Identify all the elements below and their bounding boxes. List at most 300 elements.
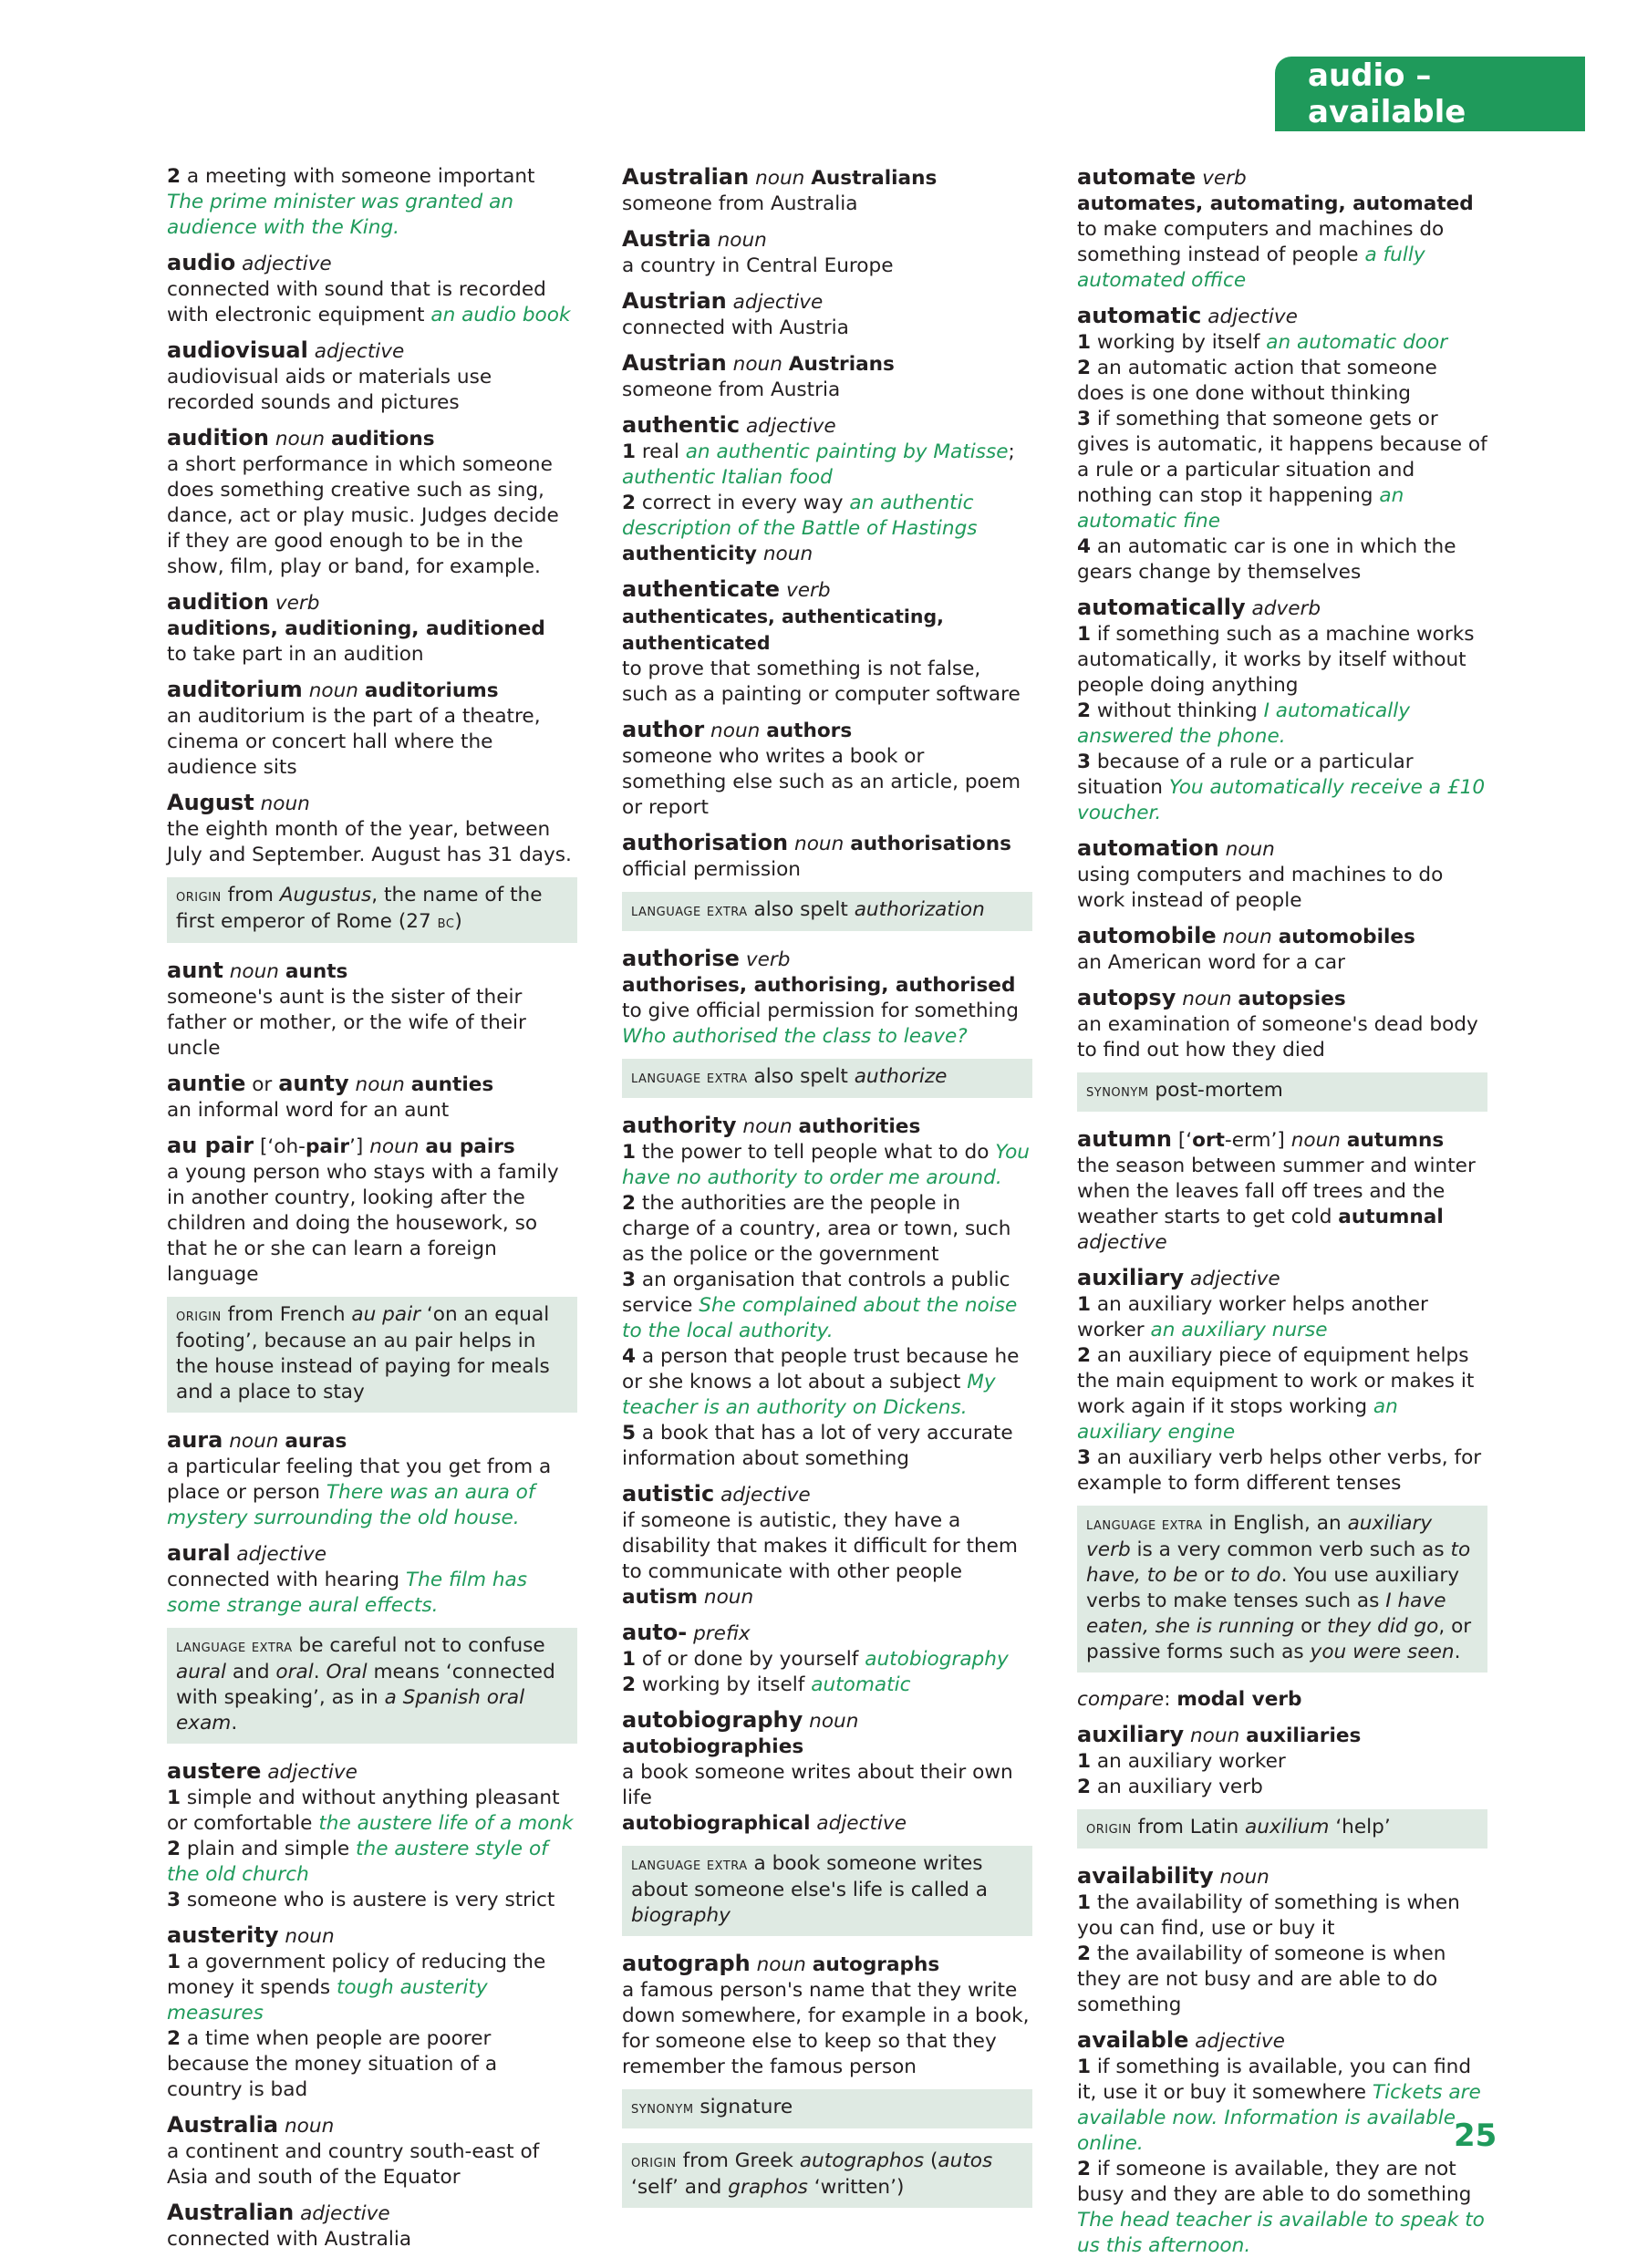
definition: connected with sound that is recorded with electronic equipment — [167, 278, 546, 326]
inflections: authenticates, authenticating, authenticated — [622, 606, 944, 654]
example: a fully automated office — [1077, 243, 1425, 292]
part-of-speech: noun — [755, 167, 805, 190]
inflections: aunties — [410, 1073, 494, 1096]
headword: automobile — [1077, 923, 1217, 948]
derived-word: authenticity — [622, 543, 757, 565]
derived-form — [622, 1811, 1032, 1837]
headword: authority — [622, 1113, 737, 1138]
page-range-tab — [1275, 57, 1585, 131]
example: My teacher is an authority on Dickens. — [622, 1371, 996, 1419]
example: The head teacher is available to speak to us this afternoon. — [1077, 2209, 1485, 2257]
origin-word: Augustus — [279, 884, 372, 906]
column-1 — [167, 164, 577, 2262]
sense-1 — [622, 1140, 1032, 1191]
part-of-speech: adjective — [1190, 1268, 1280, 1290]
definition: someone's aunt is the sister of their father or mother, or the wife of their uncle — [167, 986, 526, 1060]
sense-2 — [1077, 1775, 1487, 1800]
extra-text: and — [232, 1661, 270, 1683]
definition: an auxiliary worker helps another worker — [1077, 1293, 1428, 1341]
origin-box-august — [167, 877, 577, 943]
part-of-speech: adjective — [720, 1484, 811, 1507]
entry-automatically — [1077, 595, 1487, 826]
entry-aural — [167, 1540, 577, 1619]
sense-2 — [622, 491, 1032, 542]
definition: if something is available, you can find it, use it or buy it somewhere — [1077, 2056, 1472, 2104]
example: the austere life of a monk — [318, 1812, 574, 1835]
part-of-speech: noun — [308, 679, 358, 702]
definition: someone who writes a book or something else such as an article, poem or report — [622, 745, 1021, 819]
extra-text: is a very common verb such as — [1136, 1538, 1445, 1561]
headword: authorise — [622, 946, 740, 971]
origin-text: ( — [929, 2149, 938, 2172]
entry-aunt — [167, 958, 577, 1062]
entry-automation — [1077, 835, 1487, 914]
headword: authentic — [622, 412, 741, 438]
sense-3 — [167, 1888, 577, 1913]
sense-number: 2 — [1077, 699, 1092, 722]
page-number: 25 — [1454, 2118, 1497, 2154]
headword: automate — [1077, 164, 1197, 190]
definition: connected with hearing — [167, 1569, 400, 1591]
extra-word: you were seen — [1310, 1641, 1455, 1663]
sense-number: 2 — [1077, 357, 1092, 379]
part-of-speech: noun — [1219, 1866, 1269, 1889]
example: The prime minister was granted an audience with the King. — [167, 191, 514, 239]
headword: audition — [167, 425, 269, 450]
definition: an auditorium is the part of a theatre, cinema or concert hall where the audience sits — [167, 705, 541, 779]
part-of-speech: adjective — [1077, 1231, 1167, 1254]
entry-automobile — [1077, 923, 1487, 976]
headword: autobiography — [622, 1707, 803, 1733]
extra-label: language extra — [631, 1068, 748, 1087]
language-extra-box-authorisation — [622, 892, 1032, 931]
sense-2 — [622, 1673, 1032, 1698]
language-extra-box-autobiography — [622, 1846, 1032, 1936]
inflections: auditoriums — [364, 679, 499, 702]
definition: an auxiliary piece of equipment helps the main equipment to work or makes it work again if it stops working — [1077, 1344, 1475, 1418]
inflections: automates, automating, automated — [1077, 192, 1474, 215]
origin-box-au-pair — [167, 1297, 577, 1413]
entry-availability — [1077, 1863, 1487, 2018]
extra-word: I have eaten, she is running — [1086, 1590, 1446, 1638]
sense-number: 2 — [167, 1838, 181, 1860]
sense-number: 2 — [167, 2027, 181, 2050]
sense-number: 1 — [167, 1786, 181, 1809]
entry-auxiliary-noun — [1077, 1722, 1487, 1800]
headword: automation — [1077, 835, 1219, 861]
origin-word: auxilium — [1245, 1816, 1330, 1838]
extra-text: or — [1204, 1564, 1225, 1587]
definition: real — [641, 440, 679, 463]
inflections: autumns — [1346, 1129, 1445, 1152]
part-of-speech: noun — [762, 543, 814, 565]
example: You have no authority to order me around. — [622, 1141, 1030, 1189]
sense-number: 2 — [1077, 2158, 1092, 2180]
definition: to give official permission for something — [622, 999, 1019, 1022]
definition: correct in every way — [641, 492, 844, 514]
headword: automatically — [1077, 595, 1246, 620]
sense-number: 3 — [622, 1269, 637, 1291]
headword: available — [1077, 2027, 1189, 2053]
example: tough austerity measures — [167, 1976, 488, 2025]
headword: auxiliary — [1077, 1722, 1185, 1747]
part-of-speech: noun — [355, 1073, 405, 1096]
derived-word: autobiographical — [622, 1812, 811, 1835]
definition: someone who is austere is very strict — [186, 1889, 555, 1911]
sense-1 — [167, 1950, 577, 2026]
language-extra-box-auxiliary — [1077, 1506, 1487, 1673]
definition: a famous person's name that they write down somewhere, for example in a book, for someone else to keep so that they remember the famous person — [622, 1979, 1030, 2078]
origin-text: ‘self’ and — [631, 2176, 722, 2199]
inflections: Austrians — [788, 353, 895, 376]
sense-number: 2 — [622, 1192, 637, 1215]
entry-autobiography — [622, 1707, 1032, 1837]
extra-label: language extra — [631, 1855, 748, 1874]
extra-label: language extra — [631, 901, 748, 920]
entry-author — [622, 717, 1032, 821]
part-of-speech: prefix — [693, 1622, 751, 1645]
origin-label: origin — [176, 1306, 222, 1325]
sense-number: 4 — [622, 1345, 637, 1368]
pron-stress: ort — [1192, 1129, 1225, 1152]
sense-number: 2 — [167, 165, 181, 188]
inflections: Australians — [811, 167, 938, 190]
part-of-speech: adjective — [746, 415, 836, 438]
origin-text: , the name of the first emperor of Rome (27 — [176, 884, 543, 933]
sense-number: 1 — [167, 1951, 181, 1973]
part-of-speech: noun — [794, 833, 845, 855]
entry-austria — [622, 226, 1032, 279]
definition: an auxiliary worker — [1096, 1750, 1286, 1773]
definition: an auxiliary verb — [1096, 1776, 1263, 1798]
sense-3 — [1077, 407, 1487, 534]
definition: working by itself — [1096, 331, 1260, 354]
synonym-box-autograph — [622, 2089, 1032, 2128]
entry-authorisation — [622, 830, 1032, 883]
example: the austere style of the old church — [167, 1838, 548, 1886]
part-of-speech: adjective — [242, 253, 332, 275]
origin-text: ) — [454, 910, 462, 933]
sense-number: 1 — [1077, 1891, 1092, 1914]
headword: autograph — [622, 1951, 751, 1976]
example: autobiography — [865, 1648, 1009, 1671]
entry-auntie — [167, 1071, 577, 1124]
sense-5 — [622, 1421, 1032, 1472]
extra-word: Oral — [326, 1661, 368, 1683]
definition: connected with Austria — [622, 316, 849, 339]
sense-number: 1 — [1077, 331, 1092, 354]
sense-number: 1 — [1077, 623, 1092, 646]
part-of-speech: noun — [229, 1430, 279, 1453]
definition: a country in Central Europe — [622, 254, 894, 277]
example: an auxiliary engine — [1077, 1395, 1398, 1444]
entry-autopsy — [1077, 985, 1487, 1063]
origin-word: autos — [938, 2149, 993, 2172]
inflections: authorises, authorising, authorised — [622, 974, 1016, 997]
definition: connected with Australia — [167, 2228, 412, 2251]
pron-part: [‘ — [1177, 1129, 1193, 1152]
part-of-speech: adjective — [1195, 2030, 1285, 2053]
part-of-speech: verb — [1202, 167, 1247, 190]
inflections: authorisations — [850, 833, 1011, 855]
sense-1 — [1077, 1749, 1487, 1775]
extra-word: to have, to be — [1086, 1538, 1471, 1587]
headword: au pair — [167, 1133, 254, 1158]
extra-word: authorize — [854, 1065, 948, 1088]
sense-4 — [622, 1344, 1032, 1421]
part-of-speech: adjective — [1207, 306, 1298, 328]
extra-text: in English, an — [1208, 1512, 1342, 1535]
headword: aunt — [167, 958, 223, 983]
inflections: autopsies — [1238, 988, 1346, 1010]
definition: if something such as a machine works automatically, it works by itself without people doing anything — [1077, 623, 1475, 697]
headword: audiovisual — [167, 337, 308, 363]
part-of-speech: verb — [785, 579, 831, 602]
example: an authentic description of the Battle of Hastings — [622, 492, 978, 540]
entry-australian-noun — [622, 164, 1032, 217]
part-of-speech: noun — [1190, 1724, 1240, 1747]
entry-austere — [167, 1758, 577, 1913]
part-of-speech: noun — [732, 353, 782, 376]
headword: Australian — [167, 2200, 295, 2225]
sense-1 — [1077, 1292, 1487, 1343]
sense-number: 1 — [1077, 1293, 1092, 1316]
definition: working by itself — [641, 1673, 805, 1696]
definition: of or done by yourself — [641, 1648, 859, 1671]
pron-part: -erm’] — [1224, 1129, 1285, 1152]
sense-2 — [1077, 699, 1487, 750]
origin-label: origin — [176, 886, 222, 906]
entry-auto-prefix — [622, 1620, 1032, 1698]
origin-text: from — [227, 884, 274, 906]
headword: Australian — [622, 164, 750, 190]
definition: a time when people are poorer because the money situation of a country is bad — [167, 2027, 498, 2101]
extra-text: . You use auxiliary verbs to make tenses such as — [1086, 1564, 1460, 1612]
extra-text: . — [313, 1661, 320, 1683]
example: There was an aura of mystery surrounding the old house. — [167, 1481, 535, 1529]
headword: aura — [167, 1427, 223, 1453]
extra-text: . — [1454, 1641, 1461, 1663]
sense-number: 2 — [622, 1673, 637, 1696]
part-of-speech: noun — [742, 1115, 793, 1138]
inflections: automobiles — [1278, 926, 1415, 948]
headword: August — [167, 790, 254, 815]
definition: a short performance in which someone does something creative such as sing, dance, act or play music. Judges decide if they are good enough to be in the show, film, play or band, for example. — [167, 453, 559, 578]
sense-2 — [1077, 1343, 1487, 1445]
headword: auntie — [167, 1071, 246, 1096]
definition: official permission — [622, 858, 801, 881]
entry-audio — [167, 250, 577, 328]
entry-automatic — [1077, 303, 1487, 585]
extra-word: aural — [176, 1661, 227, 1683]
headword: author — [622, 717, 705, 742]
part-of-speech: noun — [710, 720, 761, 742]
definition: an organisation that controls a public service — [622, 1269, 1010, 1317]
part-of-speech: noun — [809, 1710, 859, 1733]
definition: an automatic action that someone does is one done without thinking — [1077, 357, 1437, 405]
definition: an examination of someone's dead body to find out how they died — [1077, 1013, 1478, 1062]
inflections: au pairs — [425, 1135, 515, 1158]
definition: audiovisual aids or materials use recorded sounds and pictures — [167, 366, 492, 414]
entry-autumn — [1077, 1126, 1487, 1256]
entry-authority — [622, 1113, 1032, 1472]
entry-audience-sense-2 — [167, 164, 577, 241]
definition: without thinking — [1096, 699, 1258, 722]
synonym-label: synonym — [1086, 1082, 1149, 1101]
example: Who authorised the class to leave? — [622, 1025, 968, 1048]
headword: automatic — [1077, 303, 1202, 328]
sense-number: 2 — [1077, 1942, 1092, 1965]
inflections: autographs — [812, 1953, 940, 1976]
part-of-speech: adjective — [732, 291, 824, 314]
inflections: autobiographies — [622, 1735, 804, 1758]
pronunciation — [1178, 1129, 1285, 1152]
derived-word: autumnal — [1338, 1206, 1444, 1228]
headword: authorisation — [622, 830, 789, 855]
extra-label: language extra — [1086, 1515, 1203, 1534]
definition: a meeting with someone important — [186, 165, 535, 188]
headword: autistic — [622, 1481, 715, 1507]
compare-label: compare — [1077, 1688, 1165, 1711]
compare-link[interactable]: modal verb — [1176, 1688, 1302, 1711]
definition: because of a rule or a particular situation — [1077, 751, 1414, 799]
extra-word: they did go — [1327, 1615, 1439, 1638]
definition: the eighth month of the year, between July and September. August has 31 days. — [167, 818, 572, 866]
sense-1 — [1077, 330, 1487, 356]
part-of-speech: noun — [703, 1586, 754, 1609]
page-range: audio – available — [1308, 57, 1466, 130]
extra-word: biography — [631, 1904, 731, 1927]
headword: austere — [167, 1758, 262, 1784]
pron-part: [‘oh- — [259, 1135, 306, 1158]
part-of-speech: noun — [717, 229, 767, 252]
sense-2 — [167, 1837, 577, 1888]
definition: to take part in an audition — [167, 643, 424, 666]
definition: the authorities are the people in charge of a country, area or town, such as the police or the government — [622, 1192, 1011, 1266]
part-of-speech: noun — [284, 2115, 335, 2138]
origin-era: bc — [437, 913, 455, 932]
sense-number: 3 — [167, 1889, 181, 1911]
part-of-speech: noun — [260, 792, 310, 815]
entry-august — [167, 790, 577, 868]
part-of-speech: verb — [745, 948, 791, 971]
sense-number: 4 — [1077, 535, 1092, 558]
pronunciation — [260, 1135, 363, 1158]
extra-text: means ‘connected with speaking’, as in — [176, 1661, 555, 1709]
definition: using computers and machines to do work instead of people — [1077, 864, 1444, 912]
part-of-speech: adjective — [267, 1761, 358, 1784]
inflections: auditions, auditioning, auditioned — [167, 617, 545, 640]
sense-3 — [1077, 1445, 1487, 1496]
sense-number: 1 — [622, 440, 637, 463]
headword: autumn — [1077, 1126, 1172, 1152]
definition: if someone is autistic, they have a disability that makes it difficult for them to communicate with other people — [622, 1509, 1018, 1583]
headword-variant: aunty — [278, 1071, 349, 1096]
headword: aural — [167, 1540, 231, 1566]
origin-label: origin — [1086, 1818, 1132, 1838]
sense-2 — [1077, 1942, 1487, 2018]
headword: autopsy — [1077, 985, 1176, 1010]
or-connector: or — [252, 1073, 273, 1096]
entry-auditorium — [167, 677, 577, 781]
definition: an informal word for an aunt — [167, 1099, 450, 1122]
origin-text: ‘on an equal footing’, because an au pair helps in the house instead of paying for meals and a place to stay — [176, 1303, 550, 1403]
headword: availability — [1077, 1863, 1214, 1889]
headword: authenticate — [622, 576, 781, 602]
extra-label: language extra — [176, 1637, 293, 1656]
entry-autistic — [622, 1481, 1032, 1610]
entry-austerity — [167, 1922, 577, 2103]
origin-word: au pair — [351, 1303, 420, 1326]
part-of-speech: noun — [1182, 988, 1232, 1010]
sense-number: 3 — [1077, 751, 1092, 773]
inflections: auditions — [331, 428, 435, 450]
example: You automatically receive a £10 voucher. — [1077, 776, 1486, 824]
sense-number: 1 — [1077, 1750, 1092, 1773]
sense-number: 2 — [1077, 1776, 1092, 1798]
definition: the availability of someone is when they are not busy and are able to do something — [1077, 1942, 1446, 2016]
synonym-label: synonym — [631, 2098, 694, 2118]
definition: the power to tell people what to do — [641, 1141, 990, 1164]
part-of-speech: adjective — [816, 1812, 907, 1835]
part-of-speech: noun — [1225, 838, 1275, 861]
headword: auxiliary — [1077, 1265, 1185, 1290]
definition: simple and without anything pleasant or comfortable — [167, 1786, 560, 1835]
extra-text: also spelt — [753, 898, 848, 921]
part-of-speech: adjective — [314, 340, 405, 363]
part-of-speech: noun — [1222, 926, 1272, 948]
headword: audition — [167, 589, 269, 615]
example: Tickets are available now. Information is available online. — [1077, 2081, 1481, 2155]
entry-authenticate — [622, 576, 1032, 708]
sense-1 — [167, 1786, 577, 1837]
example: authentic Italian food — [622, 466, 833, 489]
origin-word: graphos — [728, 2176, 808, 2199]
origin-box-autograph — [622, 2143, 1032, 2208]
entry-automate — [1077, 164, 1487, 294]
example: The film has some strange aural effects. — [167, 1569, 528, 1617]
definition: a government policy of reducing the money it spends — [167, 1951, 546, 1999]
example: I automatically answered the phone. — [1077, 699, 1411, 748]
inflections: auxiliaries — [1246, 1724, 1362, 1747]
extra-text: be careful not to confuse — [298, 1634, 545, 1657]
definition: an auxiliary verb helps other verbs, for example to form different tenses — [1077, 1446, 1482, 1495]
sense-number: 1 — [1077, 2056, 1092, 2078]
sense-2 — [622, 1191, 1032, 1268]
part-of-speech: noun — [285, 1925, 335, 1948]
column-2 — [622, 164, 1032, 2222]
definition: to prove that something is not false, such as a painting or computer software — [622, 658, 1021, 706]
inflections: authors — [766, 720, 853, 742]
part-of-speech: adjective — [236, 1543, 327, 1566]
example: She complained about the noise to the local authority. — [622, 1294, 1018, 1342]
extra-word: authorization — [854, 898, 985, 921]
entry-au-pair — [167, 1133, 577, 1288]
definition: the season between summer and winter when the leaves fall off trees and the weather starts to get cold — [1077, 1155, 1476, 1228]
headword: Austrian — [622, 350, 727, 376]
pron-stress: pair — [305, 1135, 350, 1158]
part-of-speech: noun — [756, 1953, 806, 1976]
definition: the availability of something is when you can find, use or buy it — [1077, 1891, 1460, 1940]
origin-text: from Greek — [682, 2149, 793, 2172]
compare-note: compare: modal verb — [1077, 1688, 1302, 1711]
definition: someone from Australia — [622, 192, 858, 215]
extra-text: or — [1301, 1615, 1321, 1638]
sense-number: 3 — [1077, 408, 1092, 430]
inflections: authorities — [798, 1115, 921, 1138]
column-3 — [1077, 164, 1487, 2268]
pron-part: ’] — [349, 1135, 364, 1158]
